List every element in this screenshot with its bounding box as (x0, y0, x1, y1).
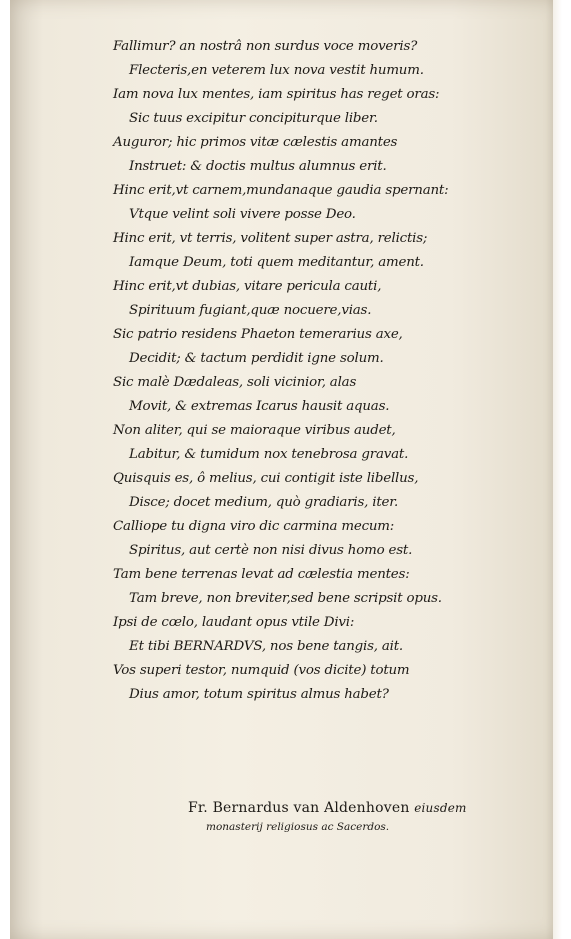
poem-line: Auguror; hic primos vitæ cælestis amantes (113, 135, 398, 150)
signature-name-line (188, 800, 467, 816)
poem-line: Vos superi testor, numquid (vos dicite) totum (113, 663, 410, 678)
signature-name-tail: eiusdem (414, 801, 467, 815)
poem-line: Hinc erit, vt terris, volitent super astra, relictis; (113, 231, 428, 246)
poem-line: Instruet: & doctis multus alumnus erit. (129, 159, 387, 174)
signature-name: Fr. Bernardus van Aldenhoven (188, 800, 410, 816)
poem-line: Flecteris,en veterem lux nova vestit humum. (129, 63, 424, 78)
poem-line: Spirituum fugiant,quæ nocuere,vias. (129, 303, 372, 318)
book-page (10, 0, 562, 939)
poem-line: Tam breve, non breviter,sed bene scripsit opus. (129, 591, 442, 606)
poem-line: Vtque velint soli vivere posse Deo. (129, 207, 356, 222)
poem-line: Ipsi de cœlo, laudant opus vtile Divi: (113, 615, 355, 630)
poem-line: Iamque Deum, toti quem meditantur, ament. (129, 255, 424, 270)
poem-line: Movit, & extremas Icarus hausit aquas. (129, 399, 390, 414)
poem-line: Sic tuus excipitur concipiturque liber. (129, 111, 378, 126)
poem-line: Quisquis es, ô melius, cui contigit iste libellus, (113, 471, 419, 486)
poem-line: Dius amor, totum spiritus almus habet? (129, 687, 389, 702)
poem-line: Hinc erit,vt carnem,mundanaque gaudia spernant: (113, 183, 449, 198)
poem-line: Non aliter, qui se maioraque viribus audet, (113, 423, 396, 438)
poem-line: Spiritus, aut certè non nisi divus homo est. (129, 543, 413, 558)
poem-line: Labitur, & tumidum nox tenebrosa gravat. (129, 447, 409, 462)
poem-line: Decidit; & tactum perdidit igne solum. (129, 351, 384, 366)
poem-line: Disce; docet medium, quò gradiaris, iter. (129, 495, 399, 510)
poem-line: Sic patrio residens Phaeton temerarius axe, (113, 327, 403, 342)
poem-line: Tam bene terrenas levat ad cælestia mentes: (113, 567, 410, 582)
page-edge (553, 0, 562, 939)
poem-line: Sic malè Dædaleas, soli vicinior, alas (113, 375, 357, 390)
poem-line: Iam nova lux mentes, iam spiritus has reget oras: (113, 87, 440, 102)
poem-line: Et tibi BERNARDVS, nos bene tangis, ait. (129, 639, 403, 654)
poem-line: Hinc erit,vt dubias, vitare pericula cauti, (113, 279, 382, 294)
poem-line: Fallimur? an nostrâ non surdus voce moveris? (113, 39, 418, 54)
poem-line: Calliope tu digna viro dic carmina mecum: (113, 519, 395, 534)
signature-title: monasterij religiosus ac Sacerdos. (206, 821, 390, 833)
